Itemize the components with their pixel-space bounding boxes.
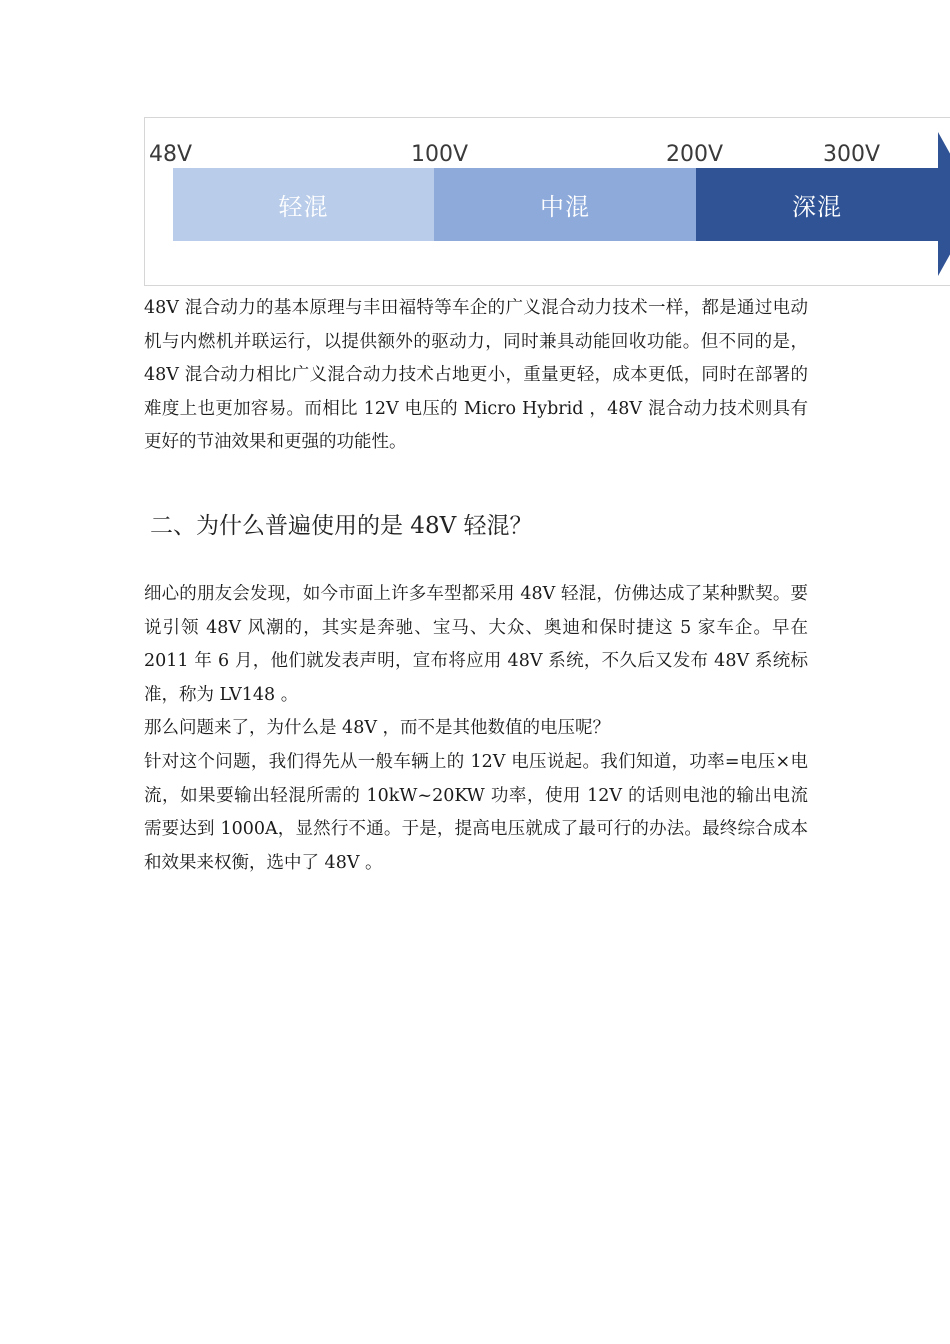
band-medium-hybrid-label: 中混 — [540, 193, 590, 221]
arrow-head-icon — [938, 132, 950, 276]
intro-paragraph: 48V 混合动力的基本原理与丰田福特等车企的广义混合动力技术一样，都是通过电动机与内燃机并联运行，以提供额外的驱动力，同时兼具动能回收功能。但不同的是，48V 混合动力相比广义混合动力技术占地更小，重量更轻，成本更低，同时在部署的难度上也更加容易。而相比 12V 电压的 Micro Hybrid ，48V 混合动力技术则具有更好的节油效果和更强的功能性。 — [144, 298, 808, 453]
band-mild-hybrid — [173, 168, 434, 241]
answer-paragraph: 针对这个问题，我们得先从一般车辆上的 12V 电压说起。我们知道，功率=电压×电流，如果要输出轻混所需的 10kW~20KW 功率，使用 12V 的话则电池的输出电流需要达到 1000A，显然行不通。于是，提高电压就成了最可行的办法。最终综合成本和效果来权衡，选中了 48V 。 — [144, 752, 808, 873]
voltage-hybrid-figure — [144, 117, 950, 286]
history-paragraph: 细心的朋友会发现，如今市面上许多车型都采用 48V 轻混，仿佛达成了某种默契。要说引领 48V 风潮的，其实是奔驰、宝马、大众、奥迪和保时捷这 5 家车企。早在 2011 年 6 月，他们就发表声明，宣布将应用 48V 系统，不久后又发布 48V 系统标准，称为 LV148 。 — [144, 584, 808, 705]
band-medium-hybrid — [434, 168, 696, 241]
band-full-hybrid — [696, 168, 938, 241]
tick-label-200v: 200V — [666, 142, 724, 167]
tick-label-100v: 100V — [411, 142, 469, 167]
band-mild-hybrid-label: 轻混 — [278, 193, 329, 221]
question-paragraph: 那么问题来了，为什么是 48V ，而不是其他数值的电压呢？ — [144, 718, 611, 738]
section-heading: 二、为什么普遍使用的是 48V 轻混？ — [150, 513, 533, 539]
tick-label-48v: 48V — [149, 142, 193, 167]
tick-label-300v: 300V — [823, 142, 881, 167]
band-full-hybrid-label: 深混 — [792, 193, 842, 221]
